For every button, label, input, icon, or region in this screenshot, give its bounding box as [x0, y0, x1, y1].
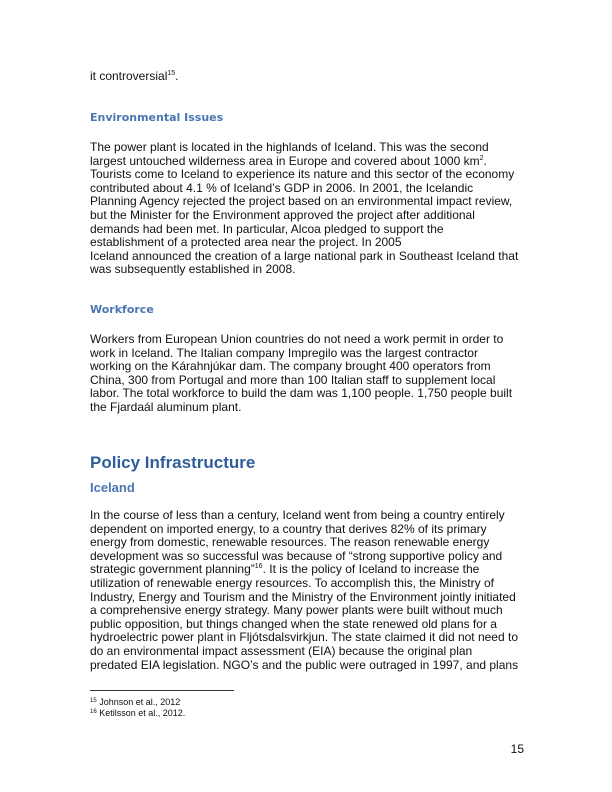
subheading-iceland: Iceland: [90, 480, 135, 495]
heading-workforce: Workforce: [90, 303, 154, 316]
paragraph-environmental: The power plant is located in the highlands of Iceland. This was the second largest untouched wilderness area in Europe and covered about 1000 $km^2$. Tourists come to Iceland to experience its nature and this sector of the economy contributed about 4.1 % of Iceland’s GDP in 2006. In 2001, the Icelandic Planning Agency rejected the project based on an environmental impact review, but the Minister for the Environment approved the project after additional demands had been met. In particular, Alcoa pledged to support the establishment of a protected area near the project. In 2005 Iceland announced the creation of a large national park in Southeast Iceland that was subsequently established in 2008.: [90, 140, 519, 277]
footnotes: [90, 697, 530, 719]
page-number: 15: [510, 742, 524, 756]
heading-environmental-issues: Environmental Issues: [90, 111, 224, 124]
footnote-separator: [90, 690, 234, 691]
paragraph-iceland-policy: In the course of less than a century, Iceland went from being a country entirely dependent on imported energy, to a country that derives 82% of its primary energy from domestic, renewable resources. The reason renewable energy development was so successful was because of “strong supportive policy and strategic government planning”$^{16}$. It is the policy of Iceland to increase the utilization of renewable energy resources. To accomplish this, the Ministry of Industry, Energy and Tourism and the Ministry of the Environment jointly initiated a comprehensive energy strategy. Many power plants were built without much public opposition, but things changed when the state renewed old plans for a hydroelectric power plant in Fljótsdalsvirkjun. The state claimed it did not need to do an environmental impact assessment (EIA) because the original plan predated EIA legislation. NGO’s and the public were outraged in 1997, and plans: [90, 508, 519, 672]
footnote-ref-15[interactable]: 15: [167, 70, 176, 77]
footnote-16: $^{16}$ Ketilsson et al., 2012.: [90, 708, 186, 718]
paragraph-workforce: Workers from European Union countries do not need a work permit in order to work in Iceland. The Italian company Impregilo was the largest contractor working on the Kárahnjúkar dam. The company brought 400 operators from China, 300 from Portugal and more than 100 Italian staff to supplement local labor. The total workforce to build the dam was 1,100 people. 1,750 people built the Fjardaál aluminum plant.: [90, 332, 513, 414]
footnote-15: $^{15}$ Johnson et al., 2012: [90, 697, 181, 707]
heading-policy-infrastructure: Policy Infrastructure: [90, 453, 256, 472]
continuation-text: it controversial$^{15}$.: [90, 69, 179, 83]
footnote-ref-16[interactable]: 16: [254, 563, 263, 571]
